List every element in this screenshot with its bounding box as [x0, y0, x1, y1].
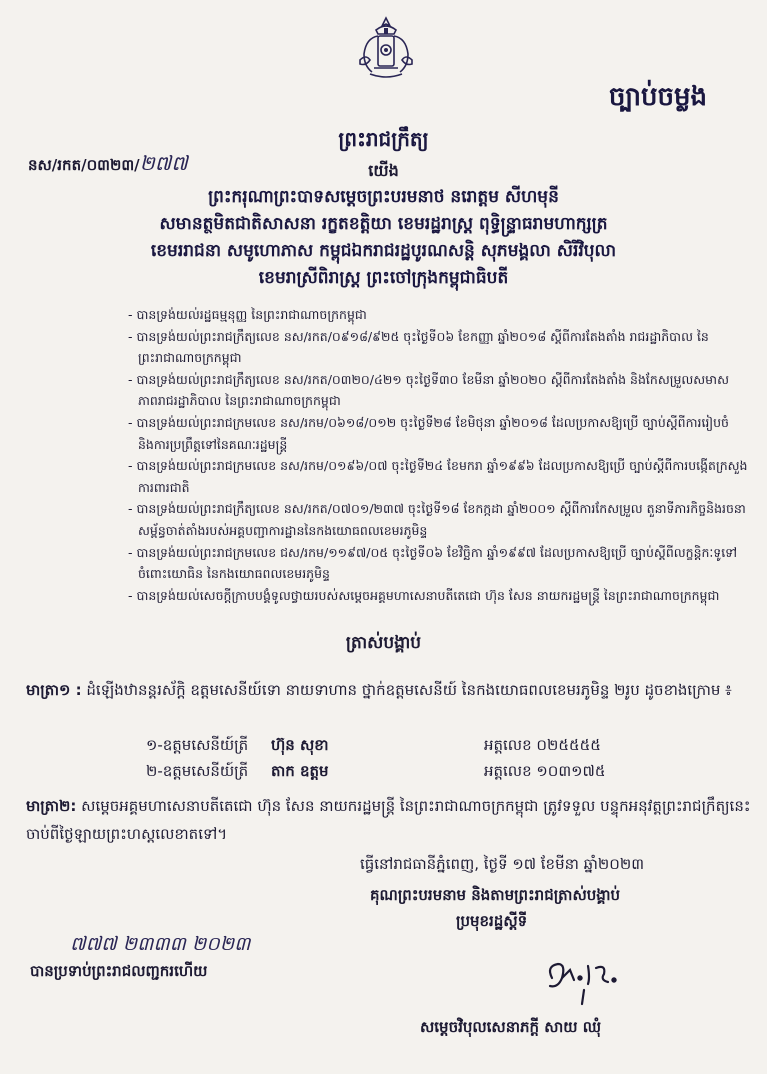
royal-emblem-icon	[352, 14, 420, 82]
decree-number-handwritten: ២៧៧	[139, 151, 188, 175]
decree-number-printed: នស/រកត/០៣២៣/	[28, 156, 140, 174]
officer-id	[484, 762, 605, 784]
officer-rank: ២-ឧត្តមសេនីយ៍ត្រី	[146, 762, 249, 780]
signatory-name: សម្តេចវិបុលសេនាភក្តី សាយ ឈុំ	[420, 1018, 602, 1036]
decree-title: ព្រះរាជក្រឹត្យ	[338, 127, 429, 151]
officer-id-label: អត្តលេខ	[484, 736, 532, 754]
officer-id-value: ១០៣១៧៥	[536, 762, 606, 780]
preamble-list	[128, 304, 748, 606]
preamble-item: - បានទ្រង់យល់ព្រះរាជក្រមលេខ ជស/រកម/១១៩៧/០៥ ចុះថ្ងៃទី០៦ ខែវិច្ឆិកា ឆ្នាំ១៩៩៧ ដែលប្រកាសឱ្យប្រើ ច្បាប់ស្តីពីលក្ខន្តិកៈទូទៅ ចំពោះយោធិន នៃកងយោធពលខេមរភូមិន្ទ	[128, 544, 738, 582]
on-behalf-line: គុណព្រះបរមនាម និងតាមព្រះរាជត្រាស់បង្គាប់	[370, 886, 621, 904]
preamble-item: - បានទ្រង់យល់សេចក្តីក្រាបបង្គំទូលថ្វាយរបស់សម្តេចអគ្គមហាសេនាបតីតេជោ ហ៊ុន សែន នាយករដ្ឋមន្ត្រី នៃព្រះរាជាណាចក្រកម្ពុជា	[128, 587, 720, 603]
we-heading: យើង	[368, 161, 399, 180]
order-heading: ត្រាស់បង្គាប់	[345, 633, 422, 653]
article-1	[26, 676, 751, 704]
signature-icon	[540, 948, 630, 1008]
preamble-item: - បានទ្រង់យល់ព្រះរាជក្រឹត្យលេខ នស/រកត/០៧០១/២៣៧ ចុះថ្ងៃទី១៨ ខែកក្កដា ឆ្នាំ២០០១ ស្តីពីការកែសម្រួល តួនាទីភារកិច្ចនិងរចនាសម្ព័ន្ធចាត់តាំងរបស់អគ្គបញ្ជាការដ្ឋាននៃកងយោធពលខេមរភូមិន្ទ	[128, 501, 746, 538]
preamble-item: - បានទ្រង់យល់ព្រះរាជក្រមលេខ នស/រកម/០១៩៦/០៧ ចុះថ្ងៃទី២៤ ខែមករា ឆ្នាំ១៩៩៦ ដែលប្រកាសឱ្យប្រើ ច្បាប់ស្តីពីការបង្កើតក្រសួងការពារជាតិ	[128, 458, 748, 495]
article-1-label: មាត្រា១ :	[26, 681, 82, 699]
officer-id	[484, 736, 601, 758]
article-2-label: មាត្រា២:	[26, 797, 77, 815]
copy-stamp: ច្បាប់ចម្លង	[608, 82, 707, 112]
officer-rank: ១-ឧត្តមសេនីយ៍ត្រី	[146, 736, 249, 754]
article-2	[26, 792, 751, 848]
article-1-text: ដំឡើងឋានន្តរស័ក្តិ ឧត្តមសេនីយ៍ទោ នាយទាហាន ថ្នាក់ឧត្តមសេនីយ៍ នៃកងយោធពលខេមរភូមិន្ទ ២រូប ដូចខាងក្រោម ៖	[86, 681, 732, 699]
king-title-line: ខេមររាជនា សមូហោភាស កម្ពុជឯករាជរដ្ឋបូរណសន្តិ សុភមង្គលា សិរីវិបុលា	[150, 241, 617, 261]
king-title-line: សមានត្ថមិតជាតិសាសនា រក្ខតខត្តិយា ខេមរដ្ឋរាស្ត្រ ពុទ្ធិន្ទ្រាធរាមហាក្សត្រ	[159, 214, 608, 234]
registry-number-handwritten: ៧៧៧ ២៣៣៣ ២០២៣	[70, 933, 251, 955]
officer-row	[146, 762, 606, 784]
officer-row	[146, 736, 601, 758]
preamble-item: - បានទ្រង់យល់ព្រះរាជក្រមលេខ នស/រកម/០៦១៨/០១២ ចុះថ្ងៃទី២៨ ខែមិថុនា ឆ្នាំ២០១៨ ដែលប្រកាសឱ្យប្រើ ច្បាប់ស្តីពីការរៀបចំ និងការប្រព្រឹត្តទៅនៃគណៈរដ្ឋមន្ត្រី	[128, 414, 729, 452]
article-2-text: សម្តេចអគ្គមហាសេនាបតីតេជោ ហ៊ុន សែន នាយករដ្ឋមន្ត្រី នៃព្រះរាជាណាចក្រកម្ពុជា ត្រូវទទួល បន្ទុកអនុវត្តព្រះរាជក្រឹត្យនេះ ចាប់ពីថ្ងៃឡាយព្រះហស្តលេខាតទៅ។	[26, 797, 751, 843]
registry-label: បានប្រទាប់ព្រះរាជលញ្ជករហើយ	[30, 962, 208, 980]
preamble-item: - បានទ្រង់យល់រដ្ឋធម្មនុញ្ញ នៃព្រះរាជាណាចក្រកម្ពុជា	[128, 307, 367, 322]
officer-name: តាក ឧត្តម	[270, 762, 329, 780]
officer-id-value: ០២៥៥៥៥	[536, 736, 601, 754]
officer-name: ហ៊ុន សុខា	[270, 736, 329, 754]
preamble-item: - បានទ្រង់យល់ព្រះរាជក្រឹត្យលេខ នស/រកត/០៩១៨/៩២៥ ចុះថ្ងៃទី០៦ ខែកញ្ញា ឆ្នាំ២០១៨ ស្តីពីការតែងតាំង រាជរដ្ឋាភិបាល នៃព្រះរាជាណាចក្រកម្ពុជា	[128, 328, 709, 366]
officer-id-label: អត្តលេខ	[484, 762, 532, 780]
acting-head-title: ប្រមុខរដ្ឋស្តីទី	[456, 912, 528, 930]
preamble-item: - បានទ្រង់យល់ព្រះរាជក្រឹត្យលេខ នស/រកត/០៣២០/៤២១ ចុះថ្ងៃទី៣០ ខែមីនា ឆ្នាំ២០២០ ស្តីពីការតែងតាំង និងកែសម្រួលសមាសភាពរាជរដ្ឋាភិបាល នៃព្រះរាជាណាចក្រកម្ពុជា	[128, 371, 729, 409]
king-title-line: ព្រះករុណាព្រះបាទសម្តេចព្រះបរមនាថ នរោត្តម សីហមុនី	[208, 187, 559, 207]
king-title-line: ខេមរាស្រីពិរាស្ត្រ ព្រះចៅក្រុងកម្ពុជាធិបតី	[258, 268, 509, 288]
place-date: ធ្វើនៅរាជធានីភ្នំពេញ, ថ្ងៃទី ១៧ ខែមីនា ឆ្នាំ២០២៣	[360, 855, 645, 873]
